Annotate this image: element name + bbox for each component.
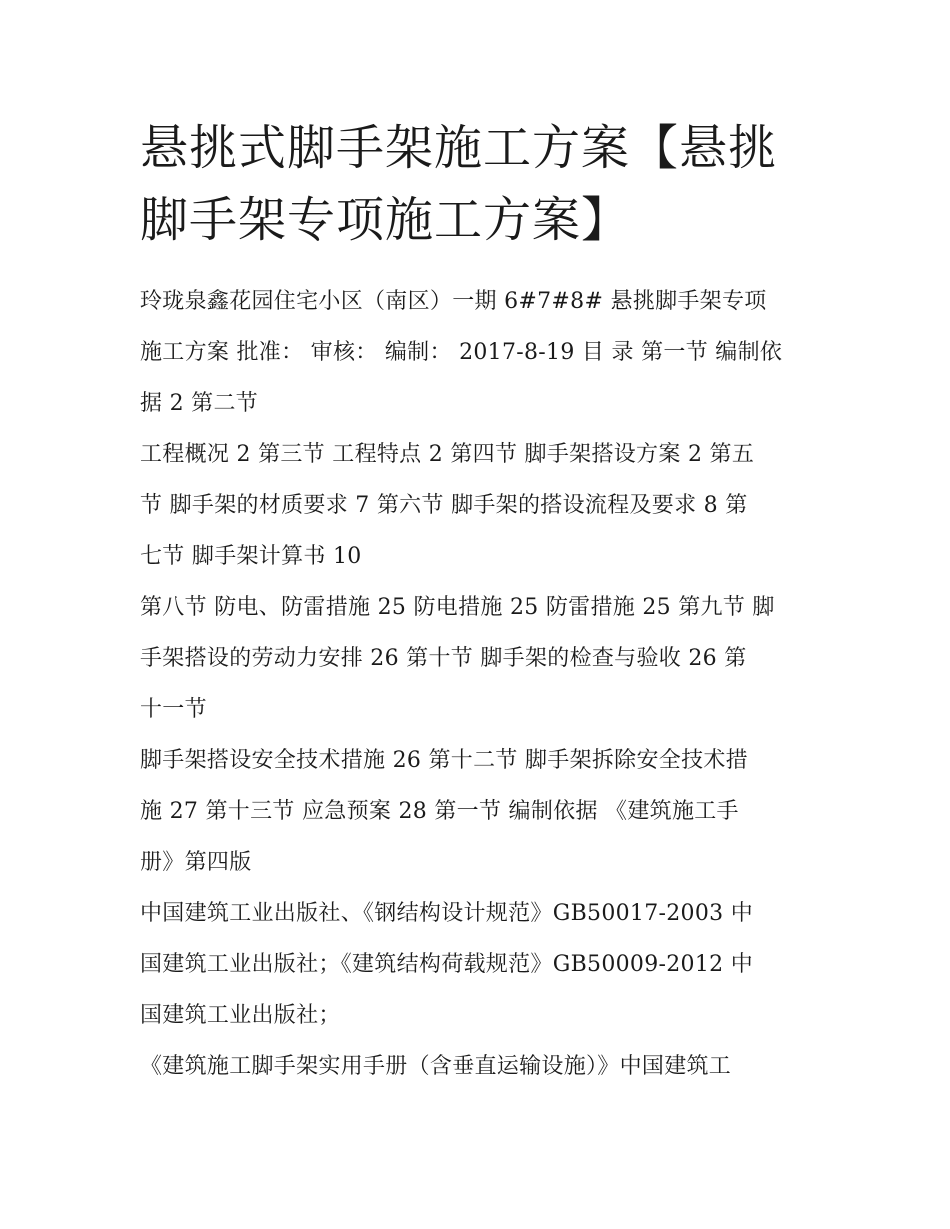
text-line: 玲珑泉鑫花园住宅小区（南区）一期 6#7#8# 悬挑脚手架专项 (140, 289, 767, 314)
text-line: 据 2 第二节 (140, 391, 259, 416)
text-line: 《建筑施工脚手架实用手册（含垂直运输设施）》中国建筑工 (140, 1054, 732, 1079)
document-body (140, 276, 830, 1092)
text-line: 第八节 防电、防雷措施 25 防电措施 25 防雷措施 25 第九节 脚 (140, 595, 775, 620)
text-line: 中国建筑工业出版社、《钢结构设计规范》GB50017-2003 中 (140, 901, 754, 926)
paragraph-toc-2 (140, 582, 830, 735)
text-line: 七节 脚手架计算书 10 (140, 544, 362, 569)
title-line-1: 悬挑式脚手架施工方案【悬挑 (140, 120, 778, 176)
text-line: 手架搭设的劳动力安排 26 第十节 脚手架的检查与验收 26 第 (140, 646, 747, 671)
paragraph-references-cont (140, 1041, 830, 1092)
document-title (140, 112, 820, 256)
paragraph-references (140, 888, 830, 1041)
text-line: 施 27 第十三节 应急预案 28 第一节 编制依据 《建筑施工手 (140, 799, 739, 824)
text-line: 册》第四版 (140, 850, 252, 875)
text-line: 国建筑工业出版社；《建筑结构荷载规范》GB50009-2012 中 (140, 952, 754, 977)
paragraph-project-info (140, 276, 830, 429)
text-line: 节 脚手架的材质要求 7 第六节 脚手架的搭设流程及要求 8 第 (140, 493, 748, 518)
text-line: 十一节 (140, 697, 207, 722)
text-line: 工程概况 2 第三节 工程特点 2 第四节 脚手架搭设方案 2 第五 (140, 442, 755, 467)
text-line: 国建筑工业出版社； (140, 1003, 341, 1028)
text-line: 施工方案 批准： 审核： 编制： 2017-8-19 目 录 第一节 编制依 (140, 340, 783, 365)
text-line: 脚手架搭设安全技术措施 26 第十二节 脚手架拆除安全技术措 (140, 748, 748, 773)
paragraph-toc-3 (140, 735, 830, 888)
paragraph-toc-1 (140, 429, 830, 582)
title-line-2: 脚手架专项施工方案】 (140, 192, 631, 248)
